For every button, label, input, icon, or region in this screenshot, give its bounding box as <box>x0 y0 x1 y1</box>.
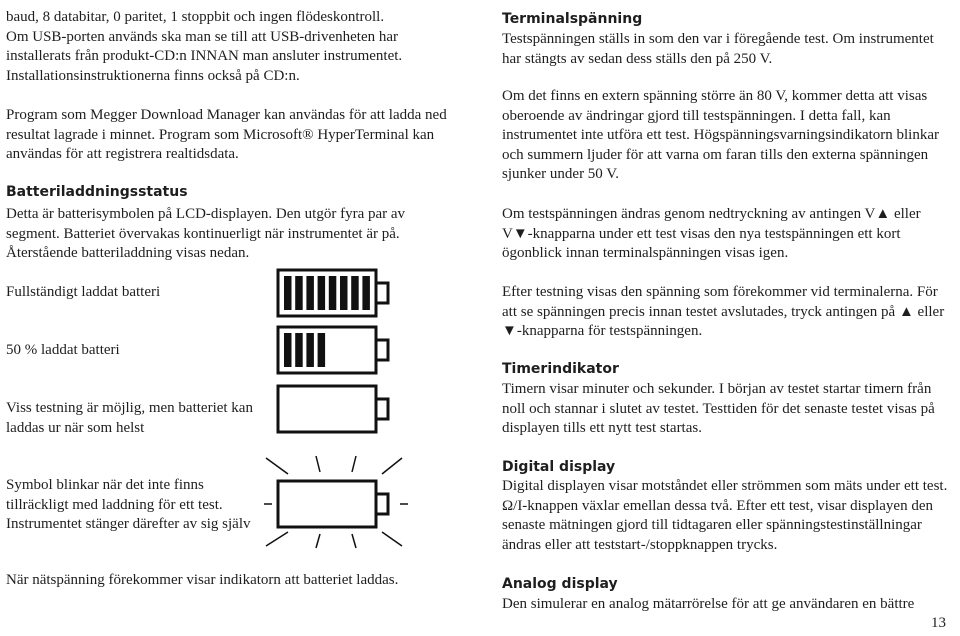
battery-state-label-low: Viss testning är möjlig, men batteriet kan laddas ur när som helst <box>6 400 253 436</box>
battery-segment <box>306 276 314 310</box>
battery-state-label-full: Fullständigt laddat batteri <box>6 284 161 300</box>
battery-segment <box>318 333 326 367</box>
battery-segment <box>351 276 359 310</box>
battery-low-icon <box>276 384 396 434</box>
battery-segment <box>295 333 303 367</box>
battery-state-label-blinking: Symbol blinkar när det inte finns tillräckligt med laddning för ett test. Instrumentet stänger därefter av sig själv <box>6 477 251 533</box>
analog-display-paragraph: Den simulerar en analog mätarrörelse för att ge användaren en bättre <box>502 596 915 612</box>
battery-segment <box>295 276 303 310</box>
battery-state-label-half: 50 % laddat batteri <box>6 342 120 358</box>
battery-segment <box>284 333 292 367</box>
terminal-heading: Terminalspänning <box>502 11 643 27</box>
battery-segment <box>340 276 348 310</box>
terminal-paragraph-1: Testspänningen ställs in som den var i föregående test. Om instrumentet har stängts av sedan dess ställs den på 250 V. <box>502 31 934 67</box>
timer-heading: Timerindikator <box>502 361 619 377</box>
battery-blinking-icon <box>258 454 410 550</box>
digital-display-paragraph: Digital displayen visar motståndet eller strömmen som mäts under ett test. Ω/I-knappen växlar emellan dessa två. Efter ett test, visar displayen den senaste mätningen gjord till tidtagaren eller spänningstestinställningar ändras eller att teststart-/stoppknappen trycks. <box>502 478 948 553</box>
timer-paragraph: Timern visar minuter och sekunder. I början av testet startar timern från noll och stannar i slutet av testet. Testtiden för det senaste testet visas på displayen tills ett nytt test startas. <box>502 381 935 437</box>
battery-paragraph: Detta är batterisymbolen på LCD-displayen. Den utgör fyra par av segment. Batteriet övervakas kontinuerligt när instrumentet är på. Återstående batteriladdning visas nedan. <box>6 206 406 262</box>
battery-heading: Batteriladdningsstatus <box>6 184 188 200</box>
battery-segment <box>284 276 292 310</box>
terminal-paragraph-3: Om testspänningen ändras genom nedtryckning av antingen V▲ eller V▼-knapparna under ett test visas den nya testspänningen ett kort ögonblick innan terminalspänningen visas igen. <box>502 206 921 262</box>
analog-display-heading: Analog display <box>502 576 618 592</box>
battery-segment <box>329 276 337 310</box>
intro-paragraph: baud, 8 databitar, 0 paritet, 1 stoppbit och ingen flödeskontroll. Om USB-porten används ska man se till att USB-drivenheten har installerats från produkt-CD:n INNAN man ansluter instrumentet. Installationsinstruktionerna finns också på CD:n. <box>6 9 403 84</box>
battery-full-icon <box>276 268 396 318</box>
page-number: 13 <box>931 615 946 631</box>
mains-note: När nätspänning förekommer visar indikatorn att batteriet laddas. <box>6 572 399 588</box>
battery-half-icon <box>276 325 396 375</box>
battery-segment <box>306 333 314 367</box>
battery-segment <box>318 276 326 310</box>
terminal-paragraph-2: Om det finns en extern spänning större än 80 V, kommer detta att visas oberoende av ändringar gjord till testspänningen. I detta fall, kan instrumentet inte utföra ett test. Högspänningsvarningsindikatorn blinkar och summern ljuder för att varna om faran tills den externa spänningen sjunker under 50 V. <box>502 88 939 183</box>
digital-display-heading: Digital display <box>502 459 616 475</box>
terminal-paragraph-4: Efter testning visas den spänning som förekommer vid terminalerna. För att se spänningen precis innan testet avslutades, tryck antingen på ▲ eller ▼-knapparna för testspänningen. <box>502 284 945 340</box>
software-paragraph: Program som Megger Download Manager kan användas för att ladda ned resultat lagrade i minnet. Program som Microsoft® HyperTerminal kan användas för att registrera realtidsdata. <box>6 107 447 163</box>
battery-segment <box>362 276 370 310</box>
